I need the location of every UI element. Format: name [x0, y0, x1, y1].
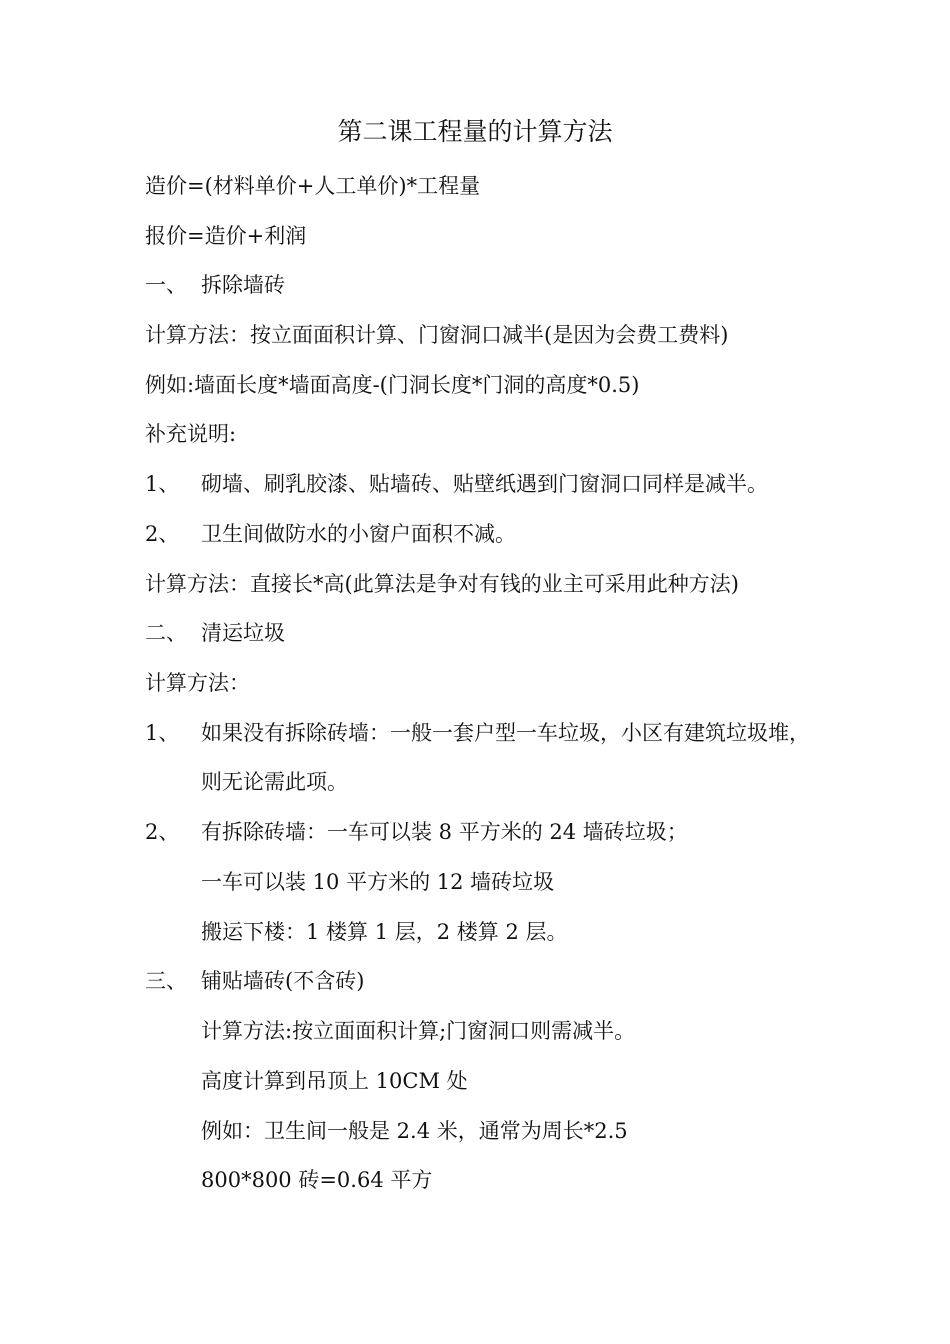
list-item-text: 卫生间做防水的小窗户面积不减。: [201, 522, 516, 546]
list-number: 2、: [145, 820, 180, 844]
list-item: [145, 468, 768, 500]
list-item: [145, 816, 688, 848]
section-number: 一、: [145, 273, 187, 297]
indented-text-line: 800*800 砖=0.64 平方: [201, 1168, 433, 1192]
section-heading-2: [145, 617, 285, 649]
indented-text-line: 例如：卫生间一般是 2.4 米，通常为周长*2.5: [201, 1119, 628, 1143]
section-heading-3: [145, 965, 364, 997]
section-heading-text: 清运垃圾: [201, 621, 285, 645]
list-item-continuation: 则无论需此项。: [201, 770, 348, 794]
text-line: 计算方法：直接长*高(此算法是争对有钱的业主可采用此种方法): [145, 572, 739, 596]
section-heading-1: [145, 269, 285, 301]
list-item-text: 如果没有拆除砖墙：一般一套户型一车垃圾，小区有建筑垃圾堆，: [201, 721, 810, 745]
list-number: 1、: [145, 472, 180, 496]
text-line-cost-formula: 造价=(材料单价+人工单价)*工程量: [145, 174, 481, 198]
section-number: 三、: [145, 969, 187, 993]
list-number: 2、: [145, 522, 180, 546]
text-line: 计算方法：按立面面积计算、门窗洞口减半(是因为会费工费料): [145, 323, 729, 347]
list-item: [145, 717, 810, 749]
list-number: 1、: [145, 721, 180, 745]
list-item: [145, 518, 516, 550]
text-line: 计算方法：: [145, 671, 250, 695]
document-title: 第二课工程量的计算方法: [337, 117, 613, 146]
list-item-text: 有拆除砖墙：一车可以装 8 平方米的 24 墙砖垃圾；: [201, 820, 688, 844]
text-line: 补充说明:: [145, 422, 237, 446]
list-item-text: 砌墙、刷乳胶漆、贴墙砖、贴壁纸遇到门窗洞口同样是减半。: [201, 472, 768, 496]
text-line-quote-formula: 报价=造价+利润: [145, 224, 307, 248]
list-item-continuation: 一车可以装 10 平方米的 12 墙砖垃圾: [201, 870, 555, 894]
section-number: 二、: [145, 621, 187, 645]
section-heading-text: 铺贴墙砖(不含砖): [201, 969, 365, 993]
list-item-continuation: 搬运下楼：1 楼算 1 层，2 楼算 2 层。: [201, 920, 568, 944]
indented-text-line: 计算方法:按立面面积计算;门窗洞口则需减半。: [201, 1019, 636, 1043]
indented-text-line: 高度计算到吊顶上 10CM 处: [201, 1069, 468, 1093]
text-line: 例如:墙面长度*墙面高度-(门洞长度*门洞的高度*0.5): [145, 373, 640, 397]
section-heading-text: 拆除墙砖: [201, 273, 285, 297]
